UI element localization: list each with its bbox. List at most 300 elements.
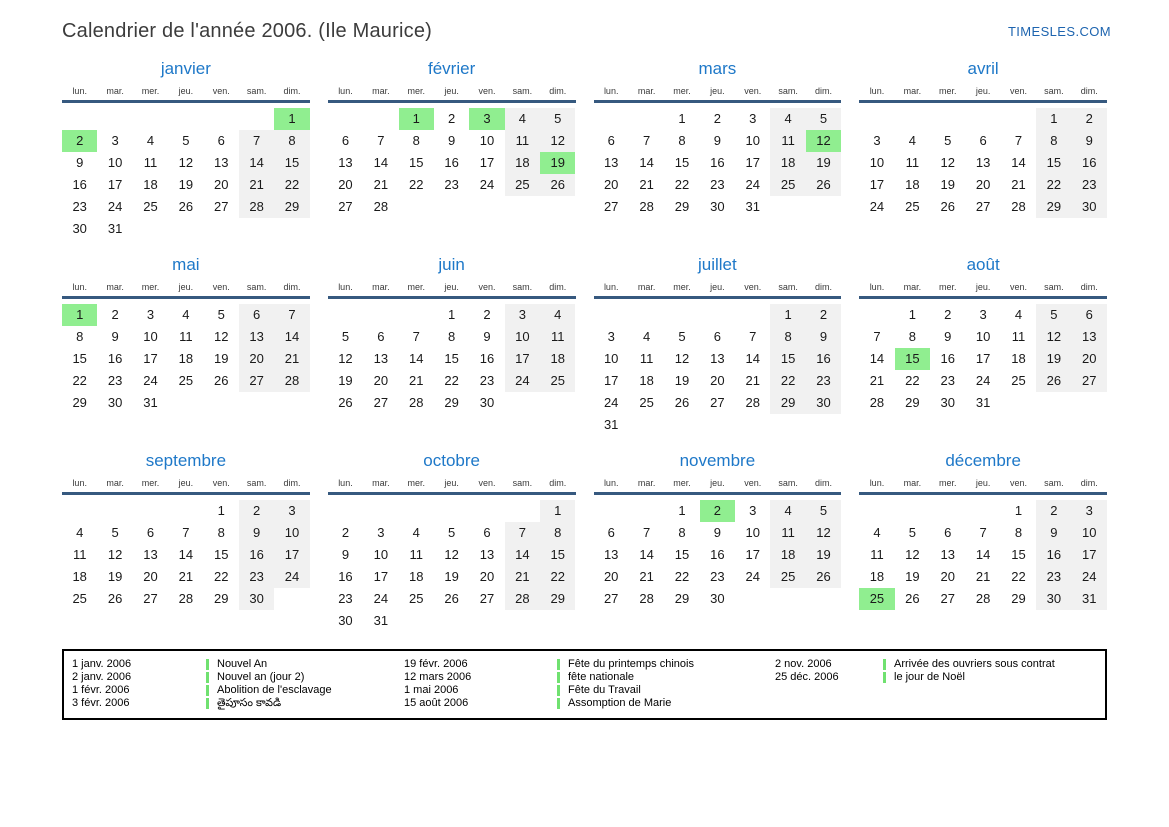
empty-cell [540,610,575,632]
day-cell: 29 [674,199,690,214]
day-cell: 30 [710,199,725,214]
month-mars [594,59,842,241]
month-title: mars [698,59,737,78]
day-cell: 13 [373,351,389,366]
day-cell: 16 [1036,544,1071,566]
week-row [859,326,1107,348]
day-cell: 6 [979,133,987,148]
day-cell: 24 [373,591,389,606]
day-cell: 21 [869,373,885,388]
empty-cell [505,392,540,414]
weekday-label: dim. [1080,478,1098,488]
day-cell: 1 [908,307,916,322]
day-cell: 2 [1072,108,1107,130]
week-row [328,566,576,588]
legend-text: 1 janv. 2006 [72,658,132,670]
weekday-label: dim. [549,86,567,96]
day-cell: 1 [678,111,686,126]
day-cell: 7 [274,304,309,326]
site-logo-link[interactable]: TIMESLES.COM [1007,24,1111,39]
day-cell: 23 [338,591,353,606]
empty-cell [399,500,434,522]
day-cell: 15 [214,547,229,562]
day-cell: 16 [239,544,274,566]
day-cell: 17 [869,177,885,192]
legend-holiday-name [206,684,404,697]
day-cell: 4 [1014,307,1023,322]
day-cell: 27 [214,199,229,214]
empty-cell [505,196,540,218]
day-cell: 27 [479,591,495,606]
day-cell: 24 [143,373,158,388]
empty-cell [505,500,540,522]
day-cell: 9 [448,133,456,148]
day-cell: 4 [146,133,155,148]
day-cell: 28 [505,588,540,610]
week-row [594,414,842,436]
empty-cell [859,108,894,130]
month-décembre [859,451,1107,633]
week-row [594,326,842,348]
day-cell: 4 [182,307,190,322]
week-row [859,152,1107,174]
month-title: juillet [698,255,737,274]
month-title: décembre [945,451,1021,470]
weekday-label: dim. [815,282,833,292]
empty-cell [363,304,398,326]
legend-dates-column [72,658,206,710]
day-cell: 22 [674,569,690,584]
day-cell: 13 [603,155,619,170]
day-cell: 28 [274,370,309,392]
day-cell: 6 [713,329,721,344]
empty-cell [1001,108,1036,130]
day-cell: 11 [1011,329,1026,344]
day-cell: 13 [479,547,495,562]
day-cell: 6 [377,329,385,344]
day-cell: 27 [143,591,158,606]
holiday-marker-icon [557,672,560,683]
month-header-rule [328,100,576,103]
day-cell: 28 [239,196,274,218]
day-cell: 21 [639,177,654,192]
legend-text: le jour de Noël [894,671,965,683]
empty-cell [62,108,97,130]
day-cell: 22 [905,373,920,388]
day-cell: 13 [239,326,274,348]
legend-text: 2 nov. 2006 [775,658,832,670]
empty-cell [168,108,203,130]
day-cell: 3 [146,307,155,322]
day-cell: 21 [274,348,309,370]
legend-text: 12 mars 2006 [404,671,472,683]
legend-holiday-name [206,697,404,710]
day-cell: 28 [1011,199,1026,214]
day-cell: 15 [1036,152,1071,174]
day-cell: 11 [870,547,884,562]
day-cell: 2 [944,307,952,322]
weekday-label: mar. [637,478,656,488]
empty-cell [434,196,469,218]
empty-cell [168,500,203,522]
day-cell: 25 [770,174,805,196]
empty-cell [540,392,575,414]
day-cell: 18 [408,569,424,584]
week-row [62,196,310,218]
month-title: septembre [145,451,227,470]
day-cell: 25 [408,591,424,606]
month-juin [328,255,576,437]
day-cell: 9 [806,326,841,348]
day-cell: 12 [806,522,841,544]
day-cell: 19 [940,177,955,192]
day-cell: 2 [341,525,350,540]
day-cell: 7 [377,133,385,148]
weekday-label: mar. [903,86,922,96]
day-cell: 18 [905,177,920,192]
day-cell: 16 [710,155,725,170]
day-cell: 26 [1036,370,1071,392]
empty-cell [168,392,203,414]
weekday-label: jeu. [444,282,459,292]
day-cell: 18 [540,348,575,370]
day-cell: 6 [607,525,615,540]
empty-cell [1036,392,1071,414]
day-cell: 14 [505,544,540,566]
empty-cell [363,108,398,130]
empty-cell [735,414,770,436]
empty-cell [469,610,504,632]
week-row [62,174,310,196]
empty-cell [735,304,770,326]
day-cell: 10 [1072,522,1107,544]
day-cell: 19 [674,373,690,388]
week-row [594,588,842,610]
day-cell: 1 [217,503,225,518]
weekday-label: jeu. [178,86,194,96]
day-cell: 12 [674,351,690,366]
weekday-label: ven. [1010,478,1028,488]
day-cell: 4 [505,108,540,130]
day-cell: 22 [444,373,459,388]
day-cell: 31 [745,199,760,214]
day-cell: 30 [806,392,841,414]
legend-date [404,697,557,710]
legend-text: Nouvel an (jour 2) [217,671,305,683]
month-header-rule [62,100,310,103]
week-row [594,348,842,370]
weekday-label: lun. [72,478,87,488]
week-row [328,500,576,522]
empty-cell [434,610,469,632]
day-cell: 1 [678,503,686,518]
day-cell: 20 [603,569,619,584]
day-cell-holiday: 1 [62,304,97,326]
week-row [859,108,1107,130]
empty-cell [629,108,664,130]
day-cell: 15 [674,547,690,562]
day-cell: 29 [1011,591,1026,606]
weekday-label: ven. [744,282,762,292]
day-cell: 16 [479,351,495,366]
day-cell: 9 [76,155,84,170]
day-cell: 24 [745,177,760,192]
day-cell: 18 [178,351,194,366]
weekday-label: mer. [141,86,160,96]
day-cell: 9 [1072,130,1107,152]
day-cell: 3 [1072,500,1107,522]
month-février [328,59,576,241]
day-cell: 4 [908,133,916,148]
day-cell: 19 [905,569,920,584]
week-row [328,544,576,566]
day-cell-holiday: 15 [895,348,930,370]
legend-text: Fête du printemps chinois [568,658,694,670]
day-cell: 22 [674,177,690,192]
day-cell: 6 [607,133,615,148]
weekday-label: mar. [372,478,390,488]
holiday-marker-icon [883,659,886,670]
day-cell: 7 [412,329,420,344]
day-cell: 10 [975,329,991,344]
day-cell: 9 [713,133,721,148]
empty-cell [328,500,363,522]
weekday-header-row [328,86,576,100]
day-cell: 5 [448,525,456,540]
empty-cell [770,588,805,610]
weekday-label: dim. [549,478,567,488]
day-cell: 21 [373,177,389,192]
day-cell: 13 [940,547,955,562]
day-cell: 20 [940,569,955,584]
empty-cell [239,392,274,414]
day-cell: 3 [505,304,540,326]
day-cell: 31 [975,395,991,410]
day-cell: 3 [873,133,881,148]
month-juillet [594,255,842,437]
day-cell: 29 [540,588,575,610]
empty-cell [97,108,132,130]
day-cell: 6 [1072,304,1107,326]
legend-text: 19 févr. 2006 [404,658,468,670]
day-cell: 24 [505,370,540,392]
day-cell: 5 [111,525,119,540]
day-cell: 11 [770,130,805,152]
day-cell: 14 [975,547,991,562]
week-row [859,588,1107,610]
weekday-label: jeu. [710,86,725,96]
legend-text: Abolition de l'esclavage [217,684,332,696]
day-cell: 18 [639,373,654,388]
empty-cell [930,108,965,130]
empty-cell [328,304,363,326]
day-cell: 20 [603,177,619,192]
day-cell: 23 [239,566,274,588]
month-mai [62,255,310,437]
weekday-label: dim. [1080,86,1098,96]
week-row [328,348,576,370]
weekday-label: ven. [744,86,762,96]
empty-cell [328,108,363,130]
month-title: octobre [423,451,480,470]
day-cell: 7 [749,329,757,344]
day-cell: 25 [178,373,194,388]
day-cell: 26 [540,174,575,196]
day-cell: 6 [146,525,155,540]
week-row [594,108,842,130]
day-cell: 6 [944,525,952,540]
empty-cell [204,218,239,240]
day-cell: 12 [444,547,459,562]
day-cell: 12 [940,155,955,170]
empty-cell [770,414,805,436]
legend-text: 1 févr. 2006 [72,684,130,696]
day-cell: 20 [1072,348,1107,370]
day-cell: 12 [107,547,123,562]
legend [62,649,1107,720]
weekday-label: sam. [1044,478,1064,488]
weekday-label: mer. [673,282,691,292]
empty-cell [274,392,309,414]
week-row [62,500,310,522]
weekday-label: mer. [673,478,691,488]
day-cell: 2 [1036,500,1071,522]
week-row [328,196,576,218]
day-cell: 4 [540,304,575,326]
page-header [0,0,1169,49]
empty-cell [239,218,274,240]
day-cell: 6 [239,304,274,326]
week-row [62,304,310,326]
week-row [328,108,576,130]
day-cell: 26 [940,199,955,214]
week-row [594,152,842,174]
legend-date [72,658,206,671]
day-cell: 25 [905,199,920,214]
day-cell: 9 [1036,522,1071,544]
week-row [859,566,1107,588]
day-cell: 28 [178,591,194,606]
day-cell: 7 [1014,133,1023,148]
holiday-marker-icon [557,659,560,670]
day-cell: 31 [143,395,158,410]
day-cell: 10 [505,326,540,348]
day-cell: 13 [143,547,158,562]
day-cell: 2 [713,111,721,126]
legend-date [775,658,883,671]
legend-text: Assomption de Marie [568,697,672,709]
day-cell: 2 [239,500,274,522]
legend-labels-column [557,658,775,710]
day-cell: 26 [214,373,229,388]
empty-cell [895,500,930,522]
day-cell: 14 [745,351,760,366]
legend-holiday-name [206,671,404,684]
month-header-rule [859,492,1107,495]
day-cell: 3 [749,111,757,126]
empty-cell [806,196,841,218]
day-cell: 12 [338,351,353,366]
weekday-label: sam. [512,86,533,96]
day-cell: 8 [770,326,805,348]
day-cell: 20 [710,373,725,388]
empty-cell [859,500,894,522]
week-row [859,522,1107,544]
day-cell: 18 [72,569,87,584]
day-cell: 4 [770,108,805,130]
day-cell: 24 [975,373,991,388]
month-header-rule [594,100,842,103]
empty-cell [133,500,168,522]
weekday-header-row [859,282,1107,296]
day-cell: 5 [217,307,225,322]
day-cell: 27 [338,199,353,214]
day-cell: 14 [869,351,885,366]
legend-labels-column [206,658,404,710]
day-cell: 9 [944,329,952,344]
empty-cell [735,588,770,610]
day-cell: 8 [908,329,916,344]
day-cell: 11 [639,351,654,366]
empty-cell [1072,392,1107,414]
week-row [62,152,310,174]
day-cell: 17 [143,351,158,366]
day-cell: 18 [143,177,158,192]
day-cell: 1 [1014,503,1023,518]
weekday-label: mar. [903,282,922,292]
day-cell: 14 [639,155,654,170]
weekday-label: mer. [407,282,425,292]
day-cell: 18 [770,544,805,566]
legend-text: 1 mai 2006 [404,684,459,696]
month-août [859,255,1107,437]
legend-text: 25 déc. 2006 [775,671,839,683]
day-cell: 25 [72,591,87,606]
empty-cell [700,414,735,436]
legend-dates-column [775,658,883,710]
day-cell: 27 [603,199,619,214]
day-cell-holiday: 25 [859,588,894,610]
weekday-label: dim. [549,282,567,292]
empty-cell [629,500,664,522]
day-cell: 13 [710,351,725,366]
empty-cell [399,610,434,632]
weekday-header-row [62,282,310,296]
weekday-label: sam. [246,86,267,96]
weekday-label: sam. [246,478,267,488]
empty-cell [540,196,575,218]
day-cell: 23 [107,373,123,388]
weekday-label: ven. [1010,86,1028,96]
day-cell: 3 [607,329,615,344]
day-cell: 5 [806,500,841,522]
day-cell: 23 [1036,566,1071,588]
weekday-header-row [859,86,1107,100]
legend-date [404,684,557,697]
day-cell: 16 [107,351,123,366]
day-cell-holiday: 2 [62,130,97,152]
day-cell: 14 [408,351,424,366]
day-cell: 17 [603,373,619,388]
day-cell: 13 [1072,326,1107,348]
day-cell: 1 [1036,108,1071,130]
day-cell: 13 [603,547,619,562]
month-title: août [966,255,1000,274]
day-cell: 4 [642,329,651,344]
weekday-label: dim. [815,478,833,488]
day-cell: 11 [72,547,87,562]
day-cell: 28 [975,591,991,606]
